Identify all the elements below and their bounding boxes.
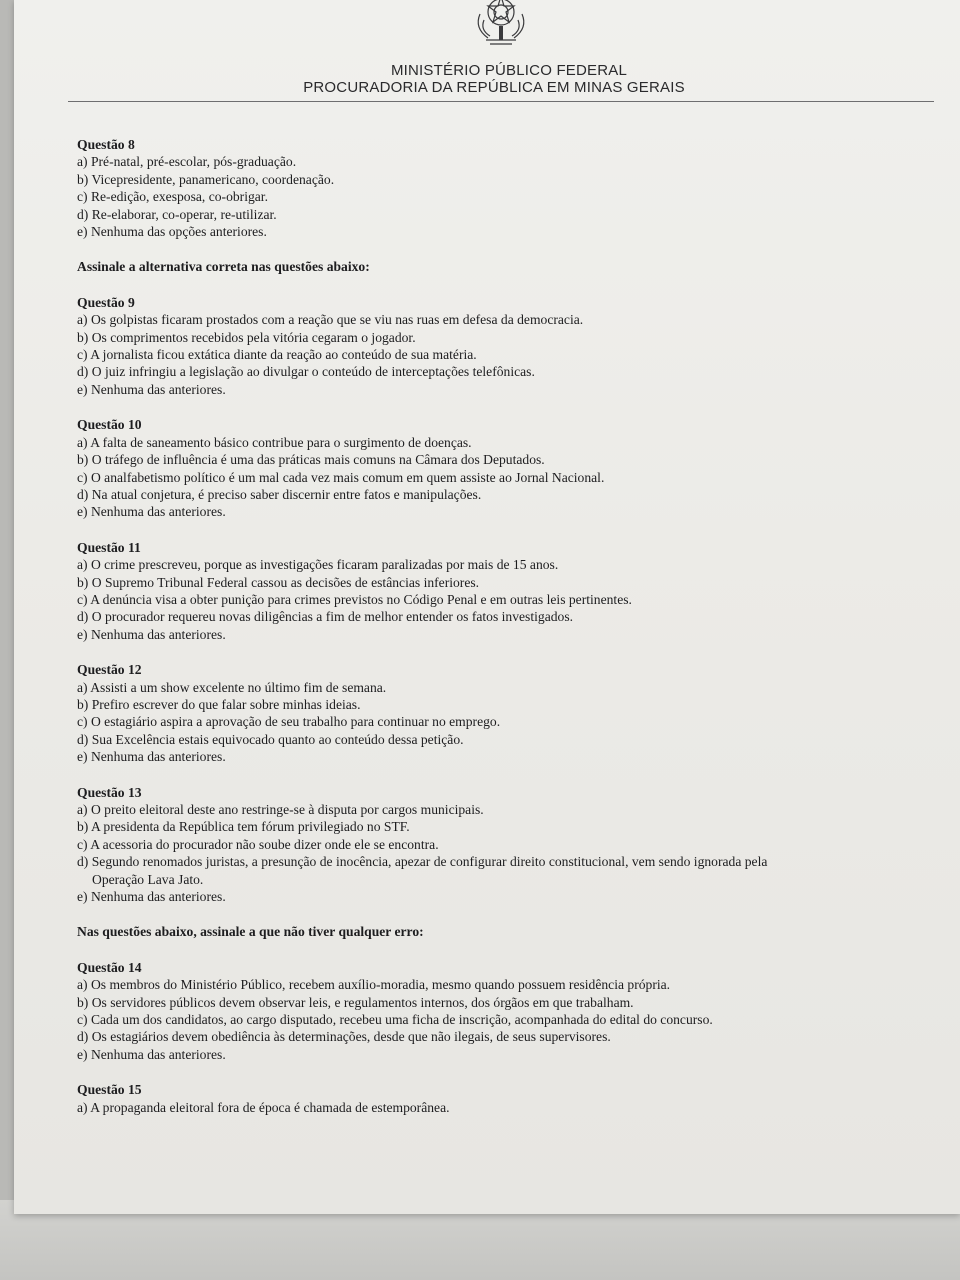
- option-a: a) A propaganda eleitoral fora de época é chamada de estemporânea.: [77, 1099, 450, 1115]
- option-a: a) Os golpistas ficaram prostados com a reação que se viu nas ruas em defesa da democracia.: [77, 312, 584, 328]
- option-a: a) O preito eleitoral deste ano restringe-se à disputa por cargos municipais.: [77, 802, 484, 817]
- option-c: c) O estagiário aspira a aprovação de seu trabalho para continuar no emprego.: [77, 714, 501, 730]
- option-c: c) Re-edição, exesposa, co-obrigar.: [77, 189, 268, 205]
- header-procuradoria: PROCURADORIA DA REPÚBLICA EM MINAS GERAIS: [303, 79, 685, 96]
- option-d: d) Sua Excelência estais equivocado quanto ao conteúdo dessa petição.: [77, 731, 464, 747]
- option-d-line1: d) Segundo renomados juristas, a presunção de inocência, apezar de configurar direito constitucional, vem sendo ignorada pela: [77, 854, 768, 870]
- option-c: c) O analfabetismo político é um mal cada vez mais comum em quem assiste ao Jornal Nacional.: [77, 469, 605, 485]
- question-title: Questão 15: [77, 1082, 142, 1098]
- option-e: e) Nenhuma das anteriores.: [77, 626, 226, 642]
- option-e: e) Nenhuma das anteriores.: [77, 1046, 226, 1062]
- option-e: e) Nenhuma das anteriores.: [77, 889, 226, 905]
- option-d: d) Re-elaborar, co-operar, re-utilizar.: [77, 206, 277, 222]
- question-10: [77, 416, 937, 520]
- option-a: a) Assisti a um show excelente no último fim de semana.: [77, 679, 387, 695]
- question-11: [77, 539, 937, 643]
- option-b: b) O tráfego de influência é uma das práticas mais comuns na Câmara dos Deputados.: [77, 452, 545, 468]
- question-12: [77, 661, 937, 765]
- instruction-no-error: Nas questões abaixo, assinale a que não tiver qualquer erro:: [77, 924, 424, 940]
- option-b: b) Prefiro escrever do que falar sobre minhas ideias.: [77, 696, 361, 712]
- question-9: [77, 294, 937, 398]
- question-title: Questão 12: [77, 662, 142, 678]
- option-d: d) Na atual conjetura, é preciso saber discernir entre fatos e manipulações.: [77, 486, 482, 502]
- option-c: c) Cada um dos candidatos, ao cargo disputado, recebeu uma ficha de inscrição, acompanhada do edital do concurso.: [77, 1012, 713, 1028]
- question-title: Questão 8: [77, 137, 135, 152]
- header-divider: [68, 101, 934, 102]
- option-a: a) A falta de saneamento básico contribue para o surgimento de doenças.: [77, 434, 472, 450]
- option-d: d) Os estagiários devem obediência às determinações, desde que não ilegais, de seus supervisores.: [77, 1029, 611, 1045]
- question-8: [77, 136, 937, 240]
- document-header: [14, 62, 960, 96]
- option-c: c) A denúncia visa a obter punição para crimes previstos no Código Penal e em outras leis pertinentes.: [77, 591, 632, 607]
- coat-of-arms-emblem: [466, 0, 536, 50]
- option-b: b) Vicepresidente, panamericano, coordenação.: [77, 171, 335, 187]
- option-b: b) Os comprimentos recebidos pela vitória cegaram o jogador.: [77, 329, 416, 345]
- option-a: a) O crime prescreveu, porque as investigações ficaram paralizadas por mais de 15 anos.: [77, 557, 559, 573]
- question-15: [77, 1081, 937, 1116]
- option-b: b) O Supremo Tribunal Federal cassou as decisões de estâncias inferiores.: [77, 574, 480, 590]
- question-title: Questão 14: [77, 959, 142, 975]
- instruction-correct: Assinale a alternativa correta nas questões abaixo:: [77, 259, 370, 275]
- option-d-line2: Operação Lava Jato.: [92, 871, 204, 887]
- question-title: Questão 13: [77, 784, 142, 800]
- option-d: d) O juiz infringiu a legislação ao divulgar o conteúdo de interceptações telefônicas.: [77, 364, 535, 380]
- question-title: Questão 10: [77, 417, 142, 433]
- questions-content: [77, 136, 937, 1116]
- question-title: Questão 11: [77, 539, 141, 555]
- option-e: e) Nenhuma das anteriores.: [77, 504, 226, 520]
- header-ministry: MINISTÉRIO PÚBLICO FEDERAL: [390, 62, 628, 79]
- question-13: [77, 784, 937, 906]
- option-e: e) Nenhuma das anteriores.: [77, 381, 226, 397]
- option-e: e) Nenhuma das opções anteriores.: [77, 224, 267, 240]
- option-d: d) O procurador requereu novas diligências a fim de melhor entender os fatos investigados.: [77, 609, 574, 625]
- question-title: Questão 9: [77, 294, 135, 310]
- option-c: c) A jornalista ficou extática diante da reação ao conteúdo de sua matéria.: [77, 347, 477, 363]
- option-b: b) A presidenta da República tem fórum privilegiado no STF.: [77, 819, 410, 835]
- question-14: [77, 959, 937, 1063]
- option-e: e) Nenhuma das anteriores.: [77, 749, 226, 765]
- option-a: a) Os membros do Ministério Público, recebem auxílio-moradia, mesmo quando possuem residência própria.: [77, 977, 671, 993]
- option-d: [77, 853, 937, 888]
- option-c: c) A acessoria do procurador não soube dizer onde ele se encontra.: [77, 836, 439, 852]
- document-page: [14, 0, 960, 1214]
- option-a: a) Pré-natal, pré-escolar, pós-graduação.: [77, 154, 297, 170]
- option-b: b) Os servidores públicos devem observar leis, e regulamentos internos, dos órgãos em que trabalham.: [77, 994, 634, 1010]
